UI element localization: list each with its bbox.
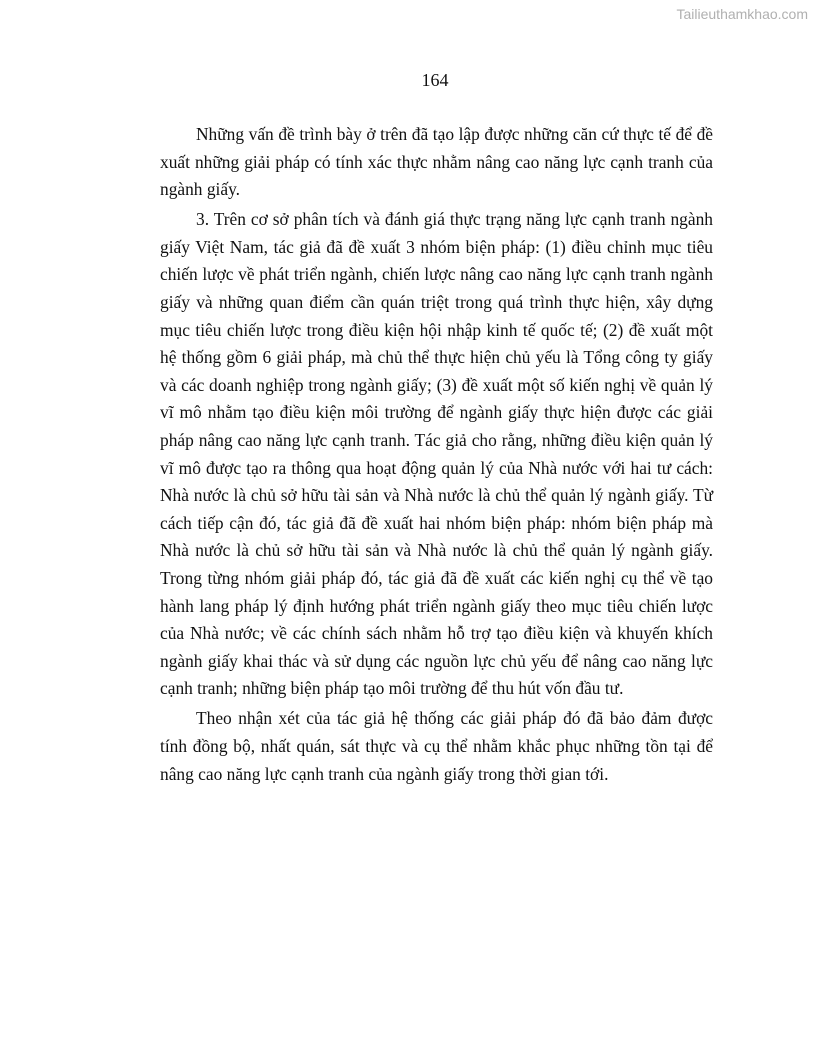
text-line: nâng cao năng lực cạnh tranh của ngành giấy trong thời gian tới. [160, 763, 609, 784]
text-line: hành lang pháp lý định hướng phát triển ngành giấy theo mục tiêu chiến lược [160, 595, 713, 616]
text-line: xuất những giải pháp có tính xác thực nhằm nâng cao năng lực cạnh tranh của [160, 151, 713, 172]
document-body [160, 121, 713, 791]
text-line: pháp nâng cao năng lực cạnh tranh. Tác giả cho rằng, những điều kiện quản lý [160, 430, 713, 451]
text-line: mục tiêu chiến lược trong điều kiện hội nhập kinh tế quốc tế; (2) đề xuất một [160, 319, 713, 340]
text-line: ngành giấy. [160, 179, 241, 200]
paragraph [160, 121, 713, 204]
text-line: Trong từng nhóm giải pháp đó, tác giả đã đề xuất các kiến nghị cụ thể về tạo [160, 568, 713, 588]
text-line: cạnh tranh; những biện pháp tạo môi trường để thu hút vốn đầu tư. [160, 678, 624, 699]
text-line: tính đồng bộ, nhất quán, sát thực và cụ thể nhằm khắc phục những tồn tại để [160, 736, 713, 757]
text-line: hệ thống gồm 6 giải pháp, mà chủ thể thực hiện chủ yếu là Tổng công ty giấy [160, 347, 713, 368]
paragraph [160, 705, 713, 788]
text-line: vĩ mô được tạo ra thông qua hoạt động quản lý của Nhà nước với hai tư cách: [160, 457, 713, 478]
text-line: Theo nhận xét của tác giả hệ thống các giải pháp đó đã bảo đảm được [196, 708, 713, 729]
watermark: Tailieuthamkhao.com [676, 6, 808, 22]
text-line: vĩ mô nhằm tạo điều kiện môi trường để ngành giấy thực hiện được các giải [160, 402, 713, 423]
text-line: chiến lược về phát triển ngành, chiến lược nâng cao năng lực cạnh tranh ngành [160, 264, 713, 285]
page-number: 164 [421, 70, 449, 90]
text-line: ngành giấy khai thác và sử dụng các nguồn lực chủ yếu để nâng cao năng lực [160, 650, 713, 671]
text-line: 3. Trên cơ sở phân tích và đánh giá thực trạng năng lực cạnh tranh ngành [196, 209, 713, 230]
text-line: và các doanh nghiệp trong ngành giấy; (3) đề xuất một số kiến nghị về quản lý [160, 374, 713, 395]
text-line: của Nhà nước; về các chính sách nhằm hỗ trợ tạo điều kiện và khuyến khích [160, 623, 713, 644]
text-line: giấy Việt Nam, tác giả đã đề xuất 3 nhóm biện pháp: (1) điều chỉnh mục tiêu [160, 236, 713, 257]
text-line: Nhà nước là chủ sở hữu tài sản và Nhà nước là chủ thể quản lý ngành giấy. Từ [160, 485, 713, 506]
text-line: Nhà nước là chủ sở hữu tài sản và Nhà nước là chủ thể quản lý ngành giấy. [160, 540, 713, 561]
text-line: cách tiếp cận đó, tác giả đã đề xuất hai nhóm biện pháp: nhóm biện pháp mà [160, 512, 713, 533]
paragraph [160, 206, 713, 703]
text-line: Những vấn đề trình bày ở trên đã tạo lập được những căn cứ thực tế để đề [196, 124, 713, 144]
text-line: giấy và những quan điểm cần quán triệt trong quá trình thực hiện, xây dựng [160, 292, 713, 313]
